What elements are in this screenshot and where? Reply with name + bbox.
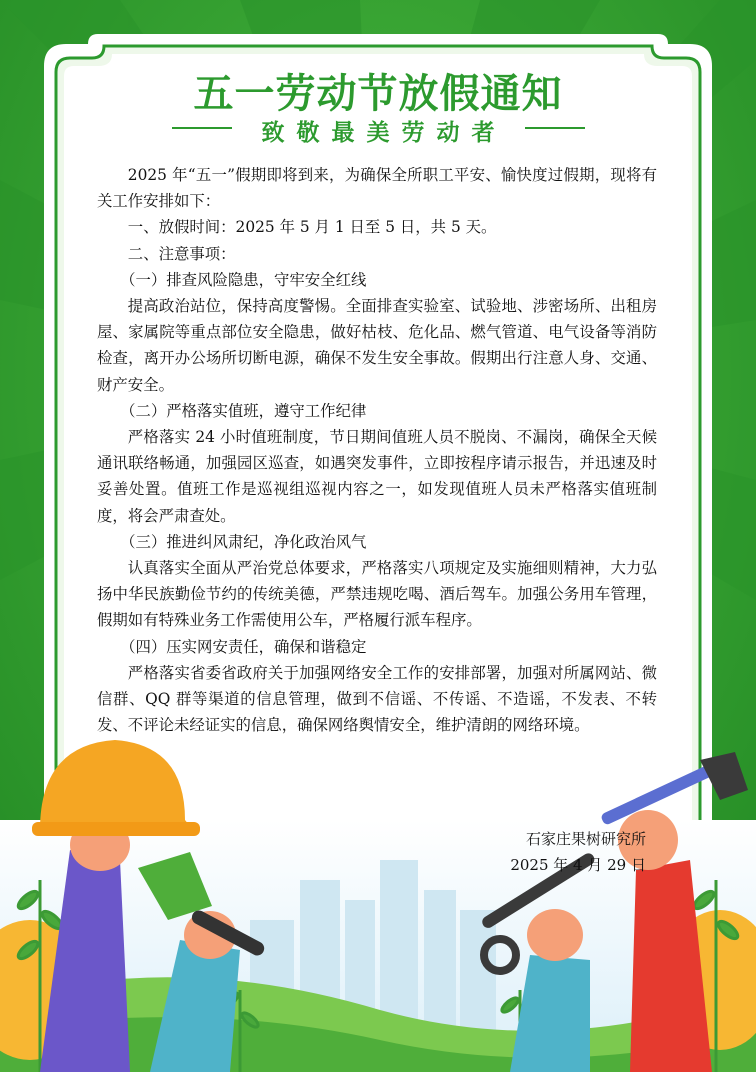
subtitle-rule-right (525, 127, 585, 129)
intro-paragraph: 2025 年“五一”假期即将到来，为确保全所职工平安、愉快度过假期，现将有关工作安排如下： (97, 166, 657, 211)
notes-item: 二、注意事项： (127, 244, 236, 263)
subtitle-rule-left (172, 127, 232, 129)
section-3-heading: （三）推进纠风肃纪，净化政治风气 (120, 532, 367, 551)
section-3-text: 认真落实全面从严治党总体要求，严格落实八项规定及实施细则精神，大力弘扬中华民族勤俭节约的传统美德，严禁违规吃喝、酒后驾车。加强公务用车管理，假期如有特殊业务工作需使用公车，严格履行派车程序。 (97, 559, 657, 630)
section-2-text: 严格落实 24 小时值班制度，节日期间值班人员不脱岗、不漏岗，确保全天候通讯联络畅通，加强园区巡查，如遇突发事件，立即按程序请示报告，并迅速及时妥善处置。值班工作是巡视组巡视内容之一，如发现值班人员未严格落实值班制度，将会严肃查处。 (97, 428, 657, 525)
section-1-text: 提高政治站位，保持高度警惕。全面排查实验室、试验地、涉密场所、出租房屋、家属院等重点部位安全隐患，做好枯枝、危化品、燃气管道、电气设备等消防检查，离开办公场所切断电源，确保不发生安全事故。假期出行注意人身、交通、财产安全。 (97, 297, 657, 394)
page-subtitle: 致敬最美劳动者 (236, 114, 521, 147)
notice-body (97, 162, 657, 738)
section-4-text: 严格落实省委省政府关于加强网络安全工作的安排部署，加强对所属网站、微信群、QQ 群等渠道的信息管理，做到不信谣、不传谣、不造谣，不发表、不转发、不评论未经证实的信息，确保网络舆情安全，维护清朗的网络环境。 (97, 663, 657, 735)
signature-block (510, 826, 646, 878)
section-1-heading: （一）排查风险隐患，守牢安全红线 (120, 270, 367, 289)
section-2-heading: （二）严格落实值班，遵守工作纪律 (120, 401, 367, 420)
signature-org: 石家庄果树研究所 (525, 830, 646, 848)
page-title: 五一劳动节放假通知 (193, 71, 563, 117)
section-4-heading: （四）压实网安责任，确保和谐稳定 (120, 637, 367, 656)
signature-date: 2025 年 4 月 29 日 (510, 856, 646, 874)
holiday-time-item: 一、放假时间：2025 年 5 月 1 日至 5 日，共 5 天。 (127, 218, 497, 237)
